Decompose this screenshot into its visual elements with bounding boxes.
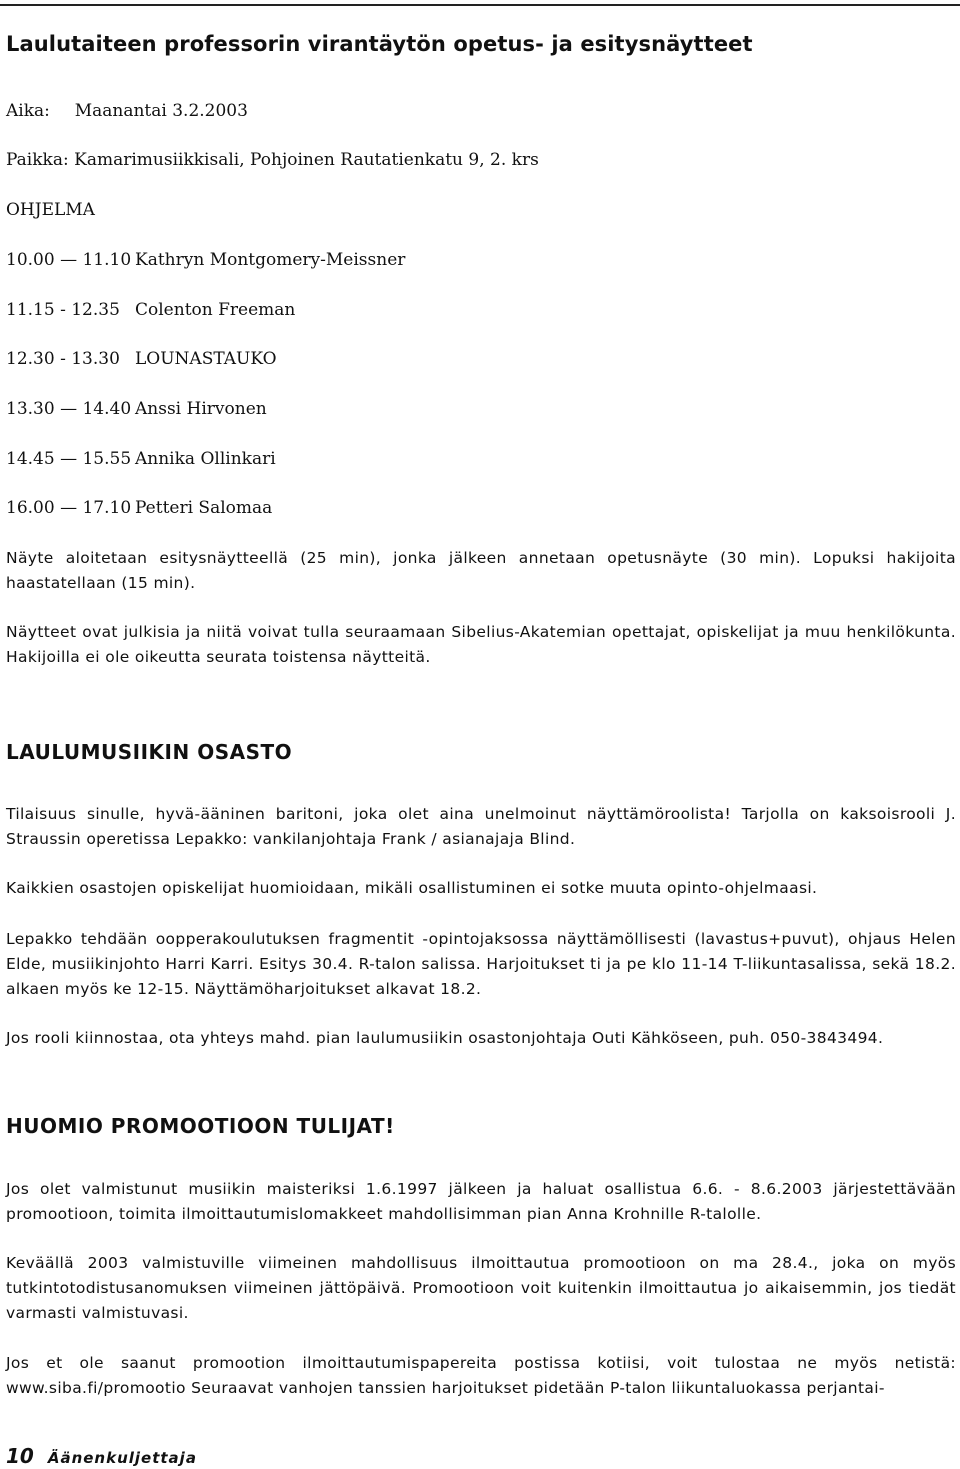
schedule-name: Petteri Salomaa [135, 498, 273, 518]
schedule-name: Kathryn Montgomery-Meissner [135, 250, 406, 270]
schedule-row [6, 449, 276, 469]
paragraph-osastot: Kaikkien osastojen opiskelijat huomioidaan, mikäli osallistuminen ei sotke muuta opinto-ohjelmaasi. [6, 879, 818, 897]
schedule-row [6, 399, 267, 419]
schedule-time: 10.00 — 11.10 [6, 250, 132, 270]
schedule-row [6, 250, 405, 270]
ohjelma-label: OHJELMA [6, 200, 95, 220]
page-title: Laulutaiteen professorin virantäytön opetus- ja esitysnäytteet [6, 32, 753, 56]
heading-promootio: HUOMIO PROMOOTIOON TULIJAT! [6, 1114, 395, 1138]
paragraph-format: Näyte aloitetaan esitysnäytteellä (25 min), jonka jälkeen annetaan opetusnäyte (30 min). Lopuksi hakijoita haastatellaan (15 min). [6, 549, 956, 592]
paragraph-netti: Jos et ole saanut promootion ilmoittautumispapereita postissa kotiisi, voit tulostaa ne myös netistä: www.siba.fi/promootio Seuraavat vanhojen tanssien harjoitukset pidetään P-talon liikuntaluokassa perjantai- [6, 1354, 956, 1397]
schedule-name: Colenton Freeman [135, 300, 296, 320]
aika-line [6, 101, 248, 121]
paragraph-baritoni: Tilaisuus sinulle, hyvä-ääninen baritoni, joka olet aina unelmoinut näyttämöroolista! Tarjolla on kaksoisrooli J. Straussin operetissa Lepakko: vankilanjohtaja Frank / asianajaja Blind. [6, 805, 956, 848]
paragraph-kevat: Keväällä 2003 valmistuville viimeinen mahdollisuus ilmoittautua promootioon on ma 28.4., joka on myös tutkintotodistusanomuksen viimeinen jättöpäivä. Promootioon voit kuitenkin ilmoittautua jo aikaisemmin, jos tiedät varmasti valmistuvasi. [6, 1254, 956, 1322]
aika-value: Maanantai 3.2.2003 [74, 101, 248, 121]
page-footer [6, 1444, 197, 1468]
paragraph-lepakko: Lepakko tehdään oopperakoulutuksen fragmentit -opintojaksossa näyttämöllisesti (lavastus+puvut), ohjaus Helen Elde, musiikinjohto Harri Karri. Esitys 30.4. R-talon salissa. Harjoitukset ti ja pe klo 11-14 T-liikuntasalissa, sekä 18.2. alkaen myös ke 12-15. Näyttämöharjoitukset alkavat 18.2. [6, 930, 956, 998]
page-number: 10 [6, 1444, 34, 1468]
schedule-time: 12.30 - 13.30 [6, 349, 120, 369]
schedule-row [6, 300, 295, 320]
paragraph-public: Näytteet ovat julkisia ja niitä voivat tulla seuraamaan Sibelius-Akatemian opettajat, opiskelijat ja muu henkilökunta. Hakijoilla ei ole oikeutta seurata toistensa näytteitä. [6, 623, 956, 666]
top-rule [0, 4, 960, 6]
schedule-time: 11.15 - 12.35 [6, 300, 120, 320]
schedule-row [6, 498, 272, 518]
aika-label: Aika: [6, 101, 50, 121]
schedule-time: 16.00 — 17.10 [6, 498, 132, 518]
schedule-name: Annika Ollinkari [135, 449, 276, 469]
schedule-row [6, 349, 277, 369]
publication-name: Äänenkuljettaja [47, 1449, 197, 1467]
paikka-line [6, 150, 539, 170]
schedule-name: LOUNASTAUKO [135, 349, 277, 369]
paikka-value: Kamarimusiikkisali, Pohjoinen Rautatienkatu 9, 2. krs [74, 150, 539, 170]
paragraph-maisteri: Jos olet valmistunut musiikin maisteriksi 1.6.1997 jälkeen ja haluat osallistua 6.6. - 8.6.2003 järjestettävään promootioon, toimita ilmoittautumislomakkeet mahdollisimman pian Anna Krohnille R-talolle. [6, 1180, 956, 1223]
schedule-time: 14.45 — 15.55 [6, 449, 132, 469]
paikka-label: Paikka: [6, 150, 69, 170]
heading-laulumusiikin-osasto: LAULUMUSIIKIN OSASTO [6, 740, 293, 764]
schedule-name: Anssi Hirvonen [135, 399, 267, 419]
paragraph-yhteys: Jos rooli kiinnostaa, ota yhteys mahd. pian laulumusiikin osastonjohtaja Outi Kähköseen, puh. 050-3843494. [6, 1029, 884, 1047]
schedule-time: 13.30 — 14.40 [6, 399, 132, 419]
